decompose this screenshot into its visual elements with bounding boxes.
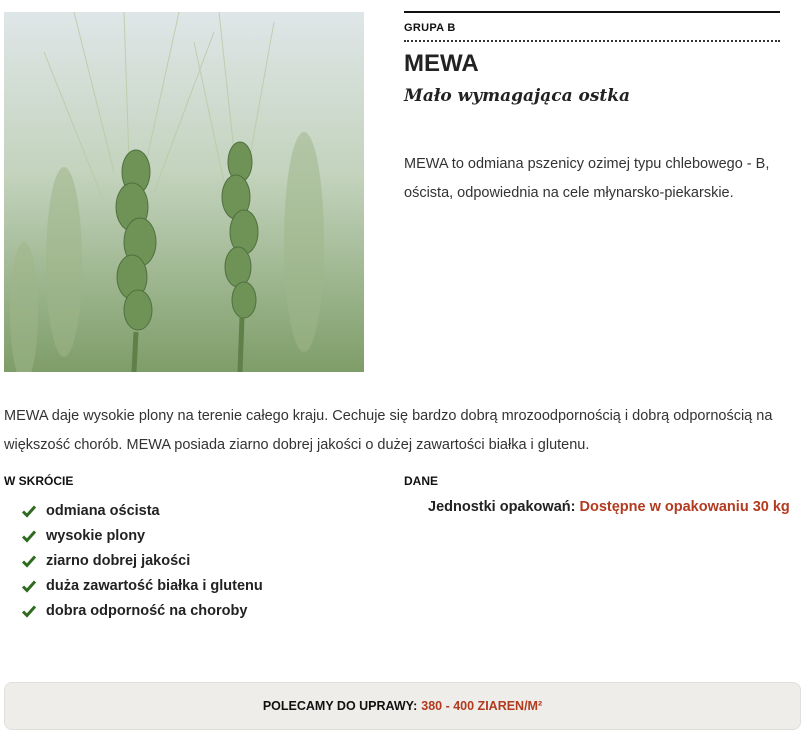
list-item [22,548,263,573]
page-subtitle: Mało wymagająca ostka [404,86,631,106]
packaging-label: Jednostki opakowań: [428,499,576,515]
recommendation-bar [4,682,801,730]
check-icon [22,554,36,568]
recommendation-label: POLECAMY DO UPRAWY: [262,699,418,713]
recommendation-value: 380 - 400 ZIAREN/M² [421,699,543,713]
wheat-illustration [4,12,364,372]
header-rule [404,11,780,13]
check-icon [22,504,36,518]
packaging-value: Dostępne w opakowaniu 30 kg [579,499,790,515]
list-item-label: odmiana oścista [46,502,160,519]
summary-heading: W SKRÓCIE [4,474,74,488]
description-paragraph: MEWA daje wysokie plony na terenie całego kraju. Cechuje się bardzo dobrą mrozoodpornością i dobrą odpornością na większość chorób. MEWA posiada ziarno dobrej jakości o dużej zawartości białka i glutenu. [4,408,773,453]
packaging-row [428,499,790,515]
wheat-photo [4,12,364,372]
lead-paragraph: MEWA to odmiana pszenicy ozimej typu chlebowego - B, oścista, odpowiednia na cele młynarsko-piekarskie. [404,156,770,201]
check-icon [22,604,36,618]
data-heading: DANE [404,474,439,488]
check-icon [22,579,36,593]
list-item [22,523,263,548]
list-item-label: dobra odporność na choroby [46,602,248,619]
summary-list [22,498,263,623]
group-label: GRUPA B [404,22,456,34]
page-title: MEWA [404,50,479,77]
dotted-divider [404,40,780,42]
list-item [22,573,263,598]
list-item-label: ziarno dobrej jakości [46,552,191,569]
list-item-label: wysokie plony [46,527,146,544]
list-item-label: duża zawartość białka i glutenu [46,577,263,594]
check-icon [22,529,36,543]
list-item [22,598,263,623]
list-item [22,498,263,523]
